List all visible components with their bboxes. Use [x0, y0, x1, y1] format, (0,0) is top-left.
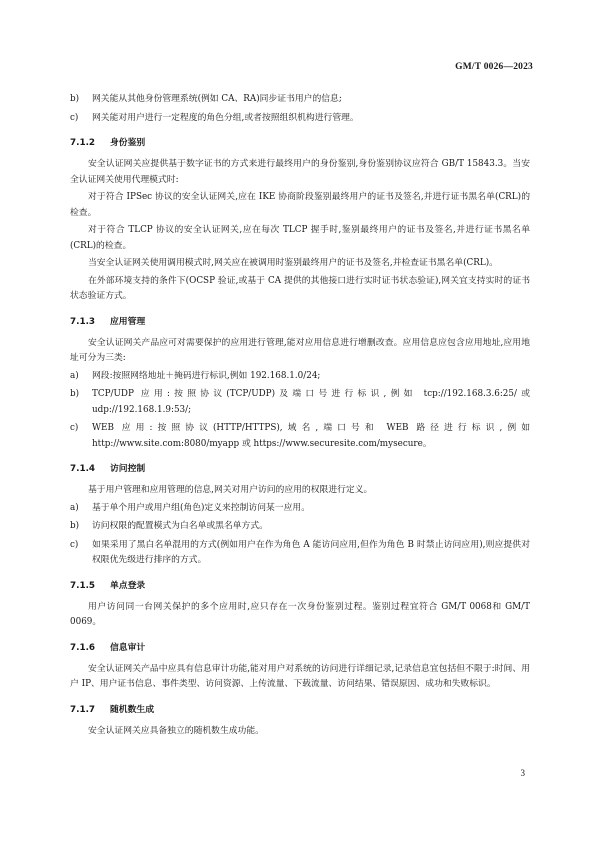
list-item: b) TCP/UDP 应用:按照协议(TCP/UDP)及端口号进行标识,例如 tcp://192.168.3.6:25/或udp://192.168.1.9:53/;	[70, 389, 530, 415]
paragraph: 安全认证网关产品应可对需要保护的应用进行管理,能对应用信息进行增删改查。应用信息应包含应用地址,应用地址可分为三类:	[70, 337, 530, 363]
standard-code: GM/T 0026—2023	[455, 62, 533, 72]
list-item: a) 基于单个用户或用户组(角色)定义来控制访问某一应用。	[70, 502, 310, 513]
list-item: a) 网段:按照网络地址＋掩码进行标识,例如 192.168.1.0/24;	[70, 370, 321, 381]
paragraph: 安全认证网关应具备独立的随机数生成功能。	[88, 725, 264, 736]
section-heading-7-1-2: 7.1.2 身份鉴别	[70, 138, 146, 148]
list-item: b) 网关能从其他身份管理系统(例如 CA、RA)同步证书用户的信息;	[70, 94, 342, 104]
page-content	[70, 92, 530, 741]
section-heading-7-1-5: 7.1.5 单点登录	[70, 580, 146, 591]
section-heading-7-1-3: 7.1.3 应用管理	[70, 316, 146, 327]
paragraph: 在外部环境支持的条件下(OCSP 验证,或基于 CA 提供的其他接口进行实时证书状态验证),网关宜支持实时的证书状态验证方式。	[70, 275, 530, 301]
paragraph: 对于符合 IPSec 协议的安全认证网关,应在 IKE 协商阶段鉴别最终用户的证书及签名,并进行证书黑名单(CRL)的检查。	[70, 192, 530, 218]
page-number: 3	[520, 768, 525, 778]
section-heading-7-1-6: 7.1.6 信息审计	[70, 642, 146, 653]
list-item: c) 网关能对用户进行一定程度的角色分组,或者按照组织机构进行管理。	[70, 112, 359, 123]
paragraph: 用户访问同一台网关保护的多个应用时,应只存在一次身份鉴别过程。鉴别过程宜符合 GM/T 0068和 GM/T 0069。	[70, 601, 530, 627]
paragraph: 对于符合 TLCP 协议的安全认证网关,应在每次 TLCP 握手时,鉴别最终用户的证书及签名,并进行证书黑名单(CRL)的检查。	[70, 225, 530, 251]
section-heading-7-1-4: 7.1.4 访问控制	[70, 464, 146, 474]
section-heading-7-1-7: 7.1.7 随机数生成	[70, 704, 154, 715]
paragraph: 基于用户管理和应用管理的信息,网关对用户访问的应用的权限进行定义。	[88, 485, 373, 495]
list-item: b) 访问权限的配置模式为白名单或黑名单方式。	[70, 521, 268, 531]
paragraph: 安全认证网关产品中应具有信息审计功能,能对用户对系统的访问进行详细记录,记录信息宜包括但不限于:时间、用户 IP、用户证书信息、事件类型、访问资源、上传流量、下载流量、访问结果、错误原因、成功和失败标识。	[70, 663, 530, 689]
paragraph: 当安全认证网关使用调用模式时,网关应在被调用时鉴别最终用户的证书及签名,并检查证书黑名单(CRL)。	[88, 258, 498, 268]
list-item: c) 如果采用了黑白名单混用的方式(例如用户在作为角色 A 能访问应用,但作为角色 B 时禁止访问应用),则应提供对权限优先级进行排序的方式。	[70, 539, 530, 565]
list-item: c) WEB 应用:按照协议(HTTP/HTTPS),域名,端口号和 WEB 路径进行标识,例如 http://www.site.com:8080/myapp 或 https://www.securesite.com/mysecure。	[70, 423, 530, 449]
paragraph: 安全认证网关应提供基于数字证书的方式来进行最终用户的身份鉴别,身份鉴别协议应符合 GB/T 15843.3。当安全认证网关使用代理模式时:	[70, 159, 530, 185]
